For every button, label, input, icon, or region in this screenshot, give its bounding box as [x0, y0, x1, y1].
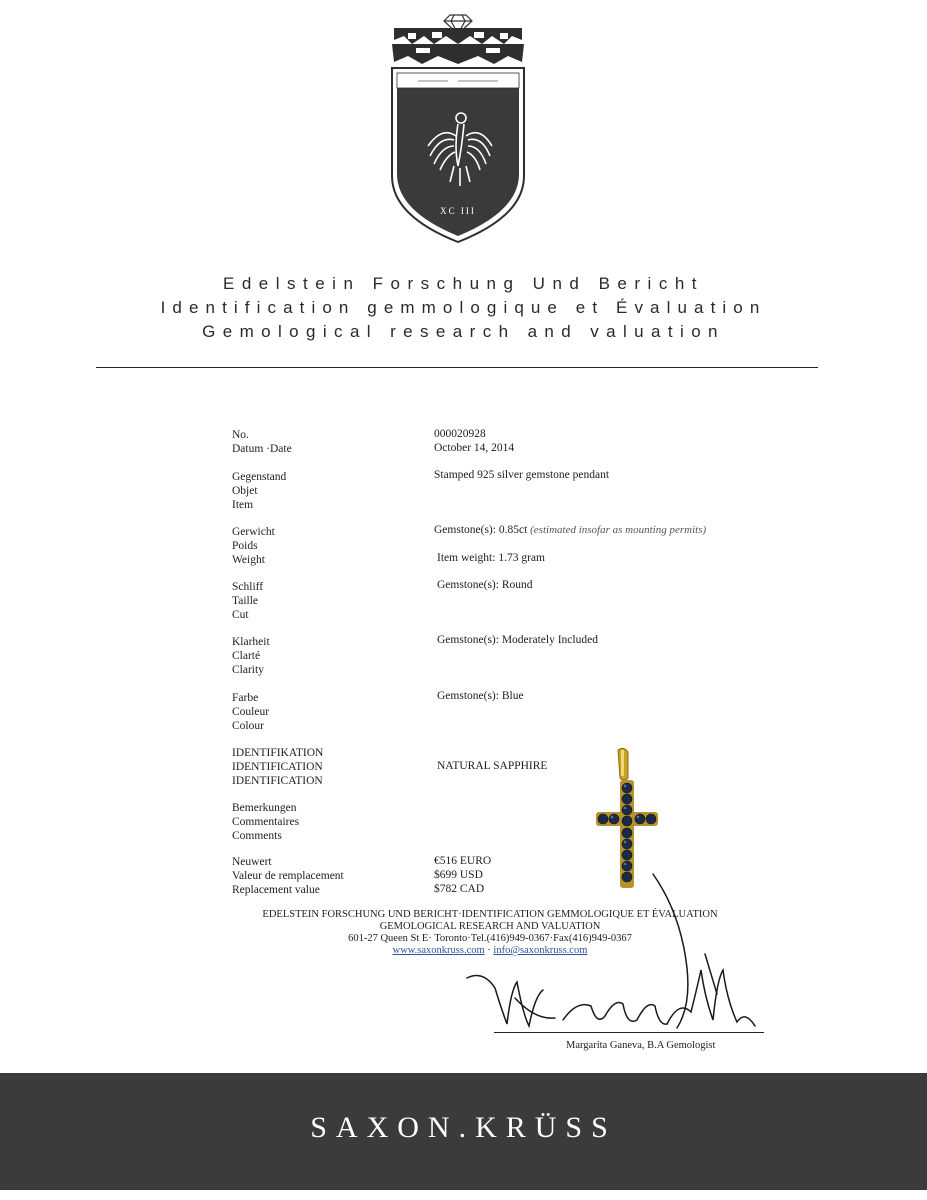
pendant-bail-icon: [618, 748, 628, 780]
label-date: Datum ·Date: [232, 443, 292, 455]
label-item-en: Item: [232, 499, 254, 511]
label-clarity-fr: Clarté: [232, 650, 261, 662]
label-cut-fr: Taille: [232, 595, 259, 607]
gemstone-weight-value: Gemstone(s): 0.85ct: [434, 524, 528, 536]
header-english: Gemological research and valuation: [202, 322, 725, 341]
signer-name: Margarita Ganeva, B.A Gemologist: [566, 1040, 716, 1051]
label-weight-de: Gerwicht: [232, 526, 275, 538]
label-clarity-de: Klarheit: [232, 636, 270, 648]
label-colour-en: Colour: [232, 720, 264, 732]
website-link[interactable]: www.saxonkruss.com: [392, 945, 485, 956]
label-value-de: Neuwert: [232, 856, 272, 868]
identification-value: NATURAL SAPPHIRE: [437, 760, 548, 772]
label-number: No.: [232, 429, 249, 441]
label-comments-fr: Commentaires: [232, 816, 300, 828]
value-euro: €516 EURO: [434, 855, 492, 867]
label-identification-de: IDENTIFIKATION: [232, 747, 324, 759]
crown-mantling-icon: [392, 28, 524, 64]
label-identification-en: IDENTIFICATION: [232, 775, 323, 787]
label-comments-en: Comments: [232, 830, 282, 842]
crest-numeral: XC III: [440, 206, 476, 216]
certificate-date: October 14, 2014: [434, 442, 515, 454]
certificate-number: 000020928: [434, 428, 486, 440]
footer-line-1: EDELSTEIN FORSCHUNG UND BERICHT·IDENTIFICATION GEMMOLOGIQUE ET ÉVALUATION: [262, 909, 718, 920]
label-weight-en: Weight: [232, 554, 265, 566]
weight-note: (estimated insofar as mounting permits): [530, 524, 707, 536]
label-comments-de: Bemerkungen: [232, 802, 297, 814]
footer-address: 601-27 Queen St E· Toronto·Tel.(416)949-0367·Fax(416)949-0367: [348, 933, 632, 944]
brand-logo: SAXON.KRÜSS: [310, 1111, 617, 1144]
brand-band: [0, 1073, 927, 1190]
email-link[interactable]: info@saxonkruss.com: [493, 945, 588, 956]
label-item-fr: Objet: [232, 485, 258, 497]
label-value-en: Replacement value: [232, 884, 320, 896]
value-usd: $699 USD: [434, 869, 483, 881]
header-divider: [96, 367, 818, 368]
colour-value: Gemstone(s): Blue: [437, 690, 524, 702]
label-cut-de: Schliff: [232, 581, 264, 593]
label-identification-fr: IDENTIFICATION: [232, 761, 323, 773]
label-cut-en: Cut: [232, 609, 249, 621]
label-clarity-en: Clarity: [232, 664, 264, 676]
item-weight: Item weight: 1.73 gram: [437, 552, 545, 564]
link-separator: ·: [487, 945, 491, 956]
clarity-value: Gemstone(s): Moderately Included: [437, 634, 598, 646]
footer-line-2: GEMOLOGICAL RESEARCH AND VALUATION: [379, 921, 601, 932]
header-german: Edelstein Forschung Und Bericht: [222, 274, 705, 293]
label-colour-fr: Couleur: [232, 706, 270, 718]
item-description: Stamped 925 silver gemstone pendant: [434, 469, 610, 481]
label-value-fr: Valeur de remplacement: [232, 870, 344, 882]
signature-icon: [455, 870, 775, 1040]
label-weight-fr: Poids: [232, 540, 258, 552]
value-cad: $782 CAD: [434, 883, 485, 895]
gemstone-weight: [434, 523, 706, 537]
crest-logo: [388, 6, 528, 246]
label-colour-de: Farbe: [232, 692, 259, 704]
header-french: Identification gemmologique et Évaluation: [160, 298, 767, 317]
signature-line: [494, 1032, 764, 1033]
label-item-de: Gegenstand: [232, 471, 287, 483]
cut-value: Gemstone(s): Round: [437, 579, 533, 591]
